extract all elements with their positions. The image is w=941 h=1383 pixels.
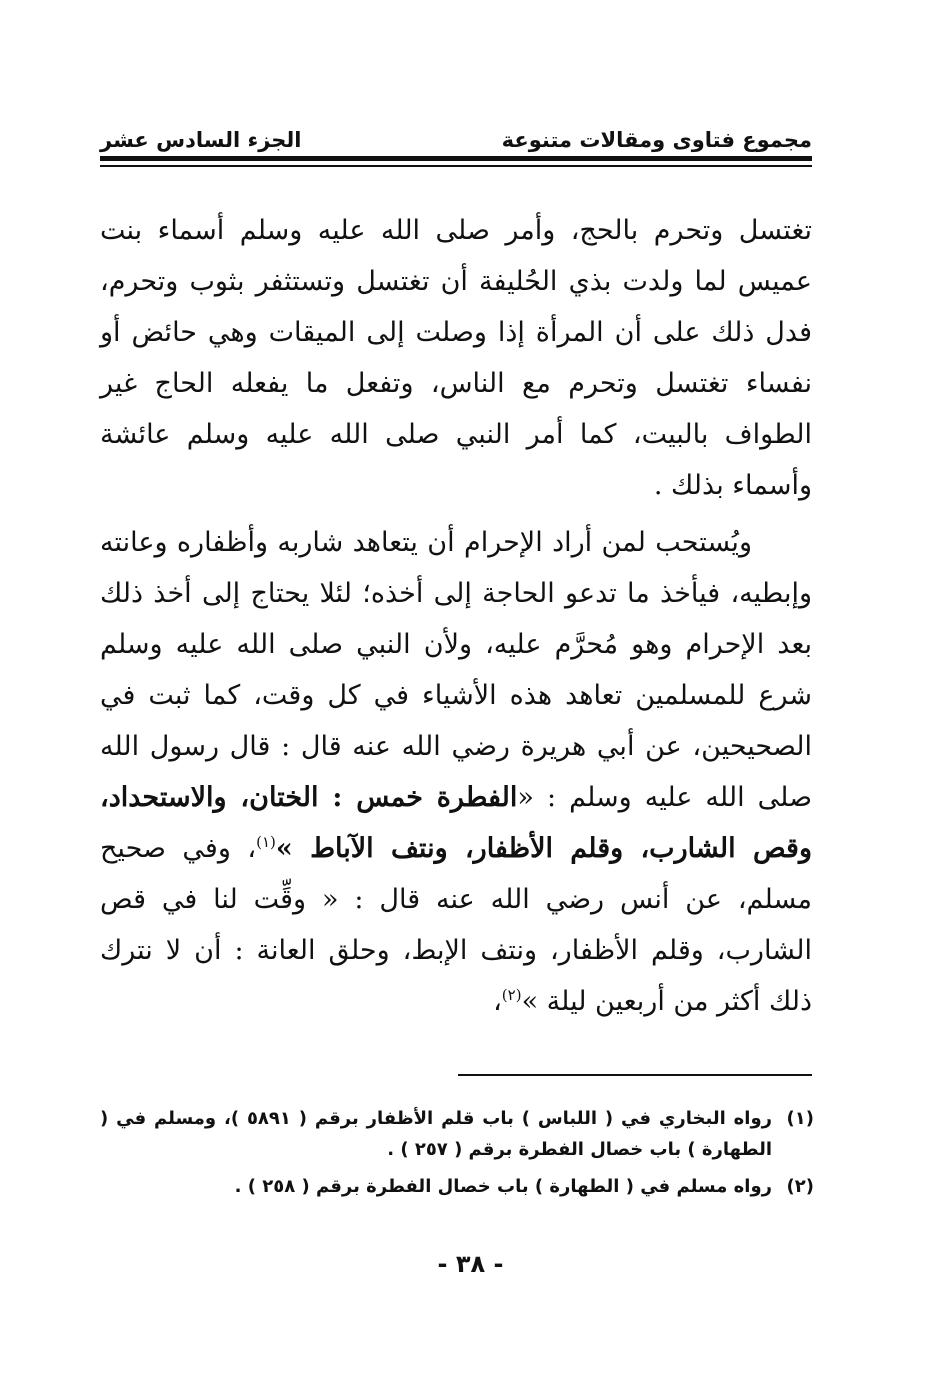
- footnote-number: (٢): [786, 1176, 814, 1197]
- volume-label: الجزء السادس عشر: [100, 128, 302, 152]
- page-number: - ٣٨ -: [437, 1250, 504, 1278]
- footnote-1: [100, 1103, 814, 1165]
- footnote-number: (١): [786, 1108, 814, 1129]
- footnotes: [100, 1103, 814, 1208]
- hadith-fitra-close: »: [275, 833, 311, 864]
- footnote-text: رواه مسلم في ( الطهارة ) باب خصال الفطرة برقم ( ٢٥٨ ) .: [234, 1176, 772, 1197]
- page-header: [100, 112, 812, 152]
- paragraph-1: تغتسل وتحرم بالحج، وأمر صلى الله عليه وسلم أسماء بنت عميس لما ولدت بذي الحُليفة أن تغتسل وتستثفر بثوب وتحرم، فدل ذلك على أن المرأة إذا وصلت إلى الميقات وهي حائض أو نفساء تغتسل وتحرم مع الناس، وتفعل ما يفعله الحاج غير الطواف بالبيت، كما أمر النبي صلى الله عليه وسلم عائشة وأسماء بذلك .: [100, 215, 812, 501]
- paragraph-2-intro: ويُستحب لمن أراد الإحرام أن يتعاهد شاربه وأظفاره وعانته وإبطيه، فيأخذ ما تدعو الحاجة إلى أخذه؛ لئلا يحتاج إلى أخذ ذلك بعد الإحرام وهو مُحرَّم عليه، ولأن النبي صلى الله عليه وسلم شرع للمسلمين تعاهد هذه الأشياء في كل وقت، كما ثبت في الصحيحين، عن أبي هريرة رضي الله عنه قال : قال رسول الله صلى الله عليه وسلم : «: [100, 527, 812, 813]
- footnote-separator: [458, 1074, 812, 1076]
- footnote-text: رواه البخاري في ( اللباس ) باب قلم الأظفار برقم ( ٥٨٩١ )، ومسلم في ( الطهارة ) باب خصال الفطرة برقم ( ٢٥٧ ) .: [100, 1108, 773, 1160]
- paragraph-2-end: ،: [493, 986, 502, 1017]
- paragraph-2-mid: ، وفي صحيح مسلم، عن أنس رضي الله عنه قال : « وقِّت لنا في قص الشارب، وقلم الأظفار، ونتف الإبط، وحلق العانة : أن لا نترك ذلك أكثر من أربعين ليلة »: [100, 833, 812, 1017]
- hadith-fitra: الفطرة خمس : الختان، والاستحداد، وقص الشارب، وقلم الأظفار، ونتف الآباط: [100, 782, 812, 864]
- header-rule-thin: [100, 165, 812, 167]
- paragraph-2: [100, 517, 812, 1027]
- book-title: مجموع فتاوى ومقالات متنوعة: [501, 128, 812, 152]
- footnote-2: [100, 1171, 814, 1202]
- footnote-ref-2: (٢): [501, 986, 522, 1004]
- header-rule-thick: [100, 156, 812, 161]
- footnote-ref-1: (١): [256, 833, 276, 851]
- main-text: [100, 205, 812, 1027]
